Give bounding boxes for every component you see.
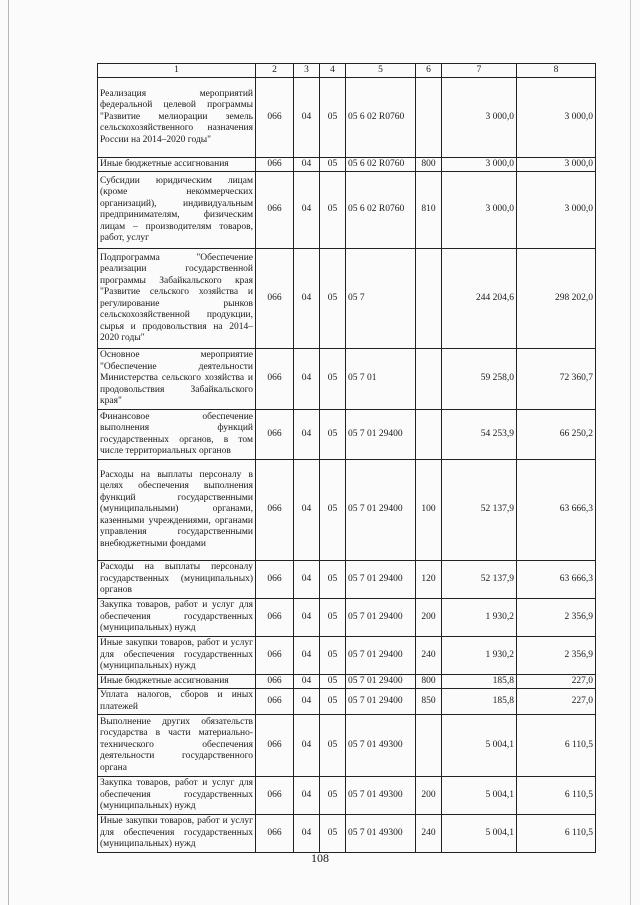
expense-type-cell: 240 [416,815,442,853]
header-cell: 8 [517,64,596,78]
expense-name-cell: Закупка товаров, работ и услуг для обеспечения государственных (муниципальных) нужд [98,599,256,637]
target-article-cell: 05 7 01 49300 [346,715,416,777]
expense-type-cell: 200 [416,777,442,815]
section-cell: 04 [294,349,320,410]
expense-type-cell [416,715,442,777]
target-article-cell: 05 7 01 29400 [346,460,416,561]
amount-year2-cell: 63 666,3 [517,561,596,599]
target-article-cell: 05 6 02 R0760 [346,158,416,172]
expense-type-cell [416,410,442,460]
expense-name-cell: Закупка товаров, работ и услуг для обеспечения государственных (муниципальных) нужд [98,777,256,815]
header-cell: 2 [256,64,294,78]
amount-year2-cell: 3 000,0 [517,78,596,158]
ministry-code-cell: 066 [256,349,294,410]
scan-edge-left [8,0,9,905]
target-article-cell: 05 7 01 29400 [346,675,416,689]
amount-year2-cell: 227,0 [517,689,596,715]
expense-name-cell: Подпрограмма "Обеспечение реализации государственной программы Забайкальского края "Развитие сельского хозяйства и регулирование рынков сельскохозяйственной продукции, сырья и продовольствия на 2014–2020 годы" [98,249,256,349]
expense-name-cell: Реализация мероприятий федеральной целевой программы "Развитие мелиорации земель сельскохозяйственного назначения России на 2014–2020 годы" [98,78,256,158]
ministry-code-cell: 066 [256,172,294,249]
subsection-cell: 05 [320,78,346,158]
expense-type-cell: 800 [416,675,442,689]
table-row [98,561,596,599]
amount-year2-cell: 6 110,5 [517,815,596,853]
ministry-code-cell: 066 [256,715,294,777]
ministry-code-cell: 066 [256,777,294,815]
amount-year1-cell: 1 930,2 [442,599,517,637]
amount-year2-cell: 66 250,2 [517,410,596,460]
section-cell: 04 [294,815,320,853]
target-article-cell: 05 7 01 29400 [346,599,416,637]
expense-name-cell: Финансовое обеспечение выполнения функций государственных органов, в том числе территориальных органов [98,410,256,460]
ministry-code-cell: 066 [256,637,294,675]
subsection-cell: 05 [320,637,346,675]
section-cell: 04 [294,637,320,675]
target-article-cell: 05 6 02 R0760 [346,78,416,158]
subsection-cell: 05 [320,777,346,815]
table-row [98,777,596,815]
table-row [98,689,596,715]
amount-year1-cell: 185,8 [442,689,517,715]
subsection-cell: 05 [320,410,346,460]
ministry-code-cell: 066 [256,410,294,460]
amount-year1-cell: 3 000,0 [442,78,517,158]
amount-year1-cell: 59 258,0 [442,349,517,410]
ministry-code-cell: 066 [256,689,294,715]
header-row [98,64,596,78]
header-cell: 7 [442,64,517,78]
table-row [98,637,596,675]
table-row [98,715,596,777]
section-cell: 04 [294,172,320,249]
target-article-cell: 05 7 01 29400 [346,637,416,675]
expense-type-cell: 800 [416,158,442,172]
expense-name-cell: Иные бюджетные ассигнования [98,158,256,172]
subsection-cell: 05 [320,158,346,172]
section-cell: 04 [294,689,320,715]
section-cell: 04 [294,78,320,158]
section-cell: 04 [294,561,320,599]
ministry-code-cell: 066 [256,158,294,172]
amount-year2-cell: 298 202,0 [517,249,596,349]
table-row [98,249,596,349]
header-cell: 3 [294,64,320,78]
target-article-cell: 05 7 01 [346,349,416,410]
amount-year2-cell: 3 000,0 [517,158,596,172]
ministry-code-cell: 066 [256,561,294,599]
amount-year1-cell: 54 253,9 [442,410,517,460]
target-article-cell: 05 7 01 29400 [346,689,416,715]
amount-year2-cell: 6 110,5 [517,715,596,777]
expense-name-cell: Выполнение других обязательств государства в части материально-технического обеспечения деятельности государственного органа [98,715,256,777]
section-cell: 04 [294,675,320,689]
subsection-cell: 05 [320,689,346,715]
target-article-cell: 05 6 02 R0760 [346,172,416,249]
ministry-code-cell: 066 [256,815,294,853]
expense-type-cell [416,349,442,410]
amount-year2-cell: 63 666,3 [517,460,596,561]
subsection-cell: 05 [320,675,346,689]
amount-year1-cell: 52 137,9 [442,460,517,561]
target-article-cell: 05 7 [346,249,416,349]
expense-name-cell: Расходы на выплаты персоналу в целях обеспечения выполнения функций государственными (муниципальными) органами, казенными учреждениями, органами управления государственными внебюджетными фондами [98,460,256,561]
table-row [98,172,596,249]
section-cell: 04 [294,410,320,460]
expense-type-cell: 850 [416,689,442,715]
ministry-code-cell: 066 [256,249,294,349]
amount-year2-cell: 6 110,5 [517,777,596,815]
amount-year1-cell: 5 004,1 [442,815,517,853]
ministry-code-cell: 066 [256,78,294,158]
header-cell: 4 [320,64,346,78]
expense-type-cell: 240 [416,637,442,675]
amount-year1-cell: 3 000,0 [442,172,517,249]
expense-name-cell: Расходы на выплаты персоналу государственных (муниципальных) органов [98,561,256,599]
budget-table [97,63,596,853]
table-row [98,349,596,410]
table-row [98,675,596,689]
header-cell: 1 [98,64,256,78]
table-row [98,460,596,561]
amount-year1-cell: 5 004,1 [442,777,517,815]
expense-name-cell: Основное мероприятие "Обеспечение деятельности Министерства сельского хозяйства и продовольствия Забайкальского края" [98,349,256,410]
table-row [98,158,596,172]
ministry-code-cell: 066 [256,675,294,689]
section-cell: 04 [294,249,320,349]
amount-year2-cell: 2 356,9 [517,599,596,637]
expense-name-cell: Иные закупки товаров, работ и услуг для обеспечения государственных (муниципальных) нужд [98,637,256,675]
amount-year2-cell: 227,0 [517,675,596,689]
expense-name-cell: Иные бюджетные ассигнования [98,675,256,689]
amount-year2-cell: 72 360,7 [517,349,596,410]
subsection-cell: 05 [320,249,346,349]
subsection-cell: 05 [320,815,346,853]
expense-type-cell: 100 [416,460,442,561]
header-cell: 6 [416,64,442,78]
amount-year1-cell: 244 204,6 [442,249,517,349]
table-row [98,410,596,460]
subsection-cell: 05 [320,599,346,637]
expense-name-cell: Иные закупки товаров, работ и услуг для обеспечения государственных (муниципальных) нужд [98,815,256,853]
table-row [98,78,596,158]
amount-year1-cell: 52 137,9 [442,561,517,599]
target-article-cell: 05 7 01 29400 [346,561,416,599]
table-row [98,815,596,853]
amount-year2-cell: 2 356,9 [517,637,596,675]
expense-type-cell: 120 [416,561,442,599]
section-cell: 04 [294,599,320,637]
subsection-cell: 05 [320,715,346,777]
header-cell: 5 [346,64,416,78]
scan-edge-right [630,0,631,905]
ministry-code-cell: 066 [256,599,294,637]
section-cell: 04 [294,158,320,172]
amount-year1-cell: 1 930,2 [442,637,517,675]
target-article-cell: 05 7 01 49300 [346,777,416,815]
expense-type-cell: 200 [416,599,442,637]
amount-year1-cell: 185,8 [442,675,517,689]
expense-type-cell: 810 [416,172,442,249]
target-article-cell: 05 7 01 29400 [346,410,416,460]
subsection-cell: 05 [320,561,346,599]
expense-name-cell: Уплата налогов, сборов и иных платежей [98,689,256,715]
section-cell: 04 [294,715,320,777]
section-cell: 04 [294,460,320,561]
page-number: 108 [311,851,329,865]
subsection-cell: 05 [320,172,346,249]
ministry-code-cell: 066 [256,460,294,561]
amount-year1-cell: 3 000,0 [442,158,517,172]
expense-name-cell: Субсидии юридическим лицам (кроме некоммерческих организаций), индивидуальным предпринимателям, физическим лицам – производителям товаров, работ, услуг [98,172,256,249]
expense-type-cell [416,78,442,158]
expense-type-cell [416,249,442,349]
amount-year1-cell: 5 004,1 [442,715,517,777]
subsection-cell: 05 [320,349,346,410]
table-row [98,599,596,637]
amount-year2-cell: 3 000,0 [517,172,596,249]
section-cell: 04 [294,777,320,815]
target-article-cell: 05 7 01 49300 [346,815,416,853]
subsection-cell: 05 [320,460,346,561]
